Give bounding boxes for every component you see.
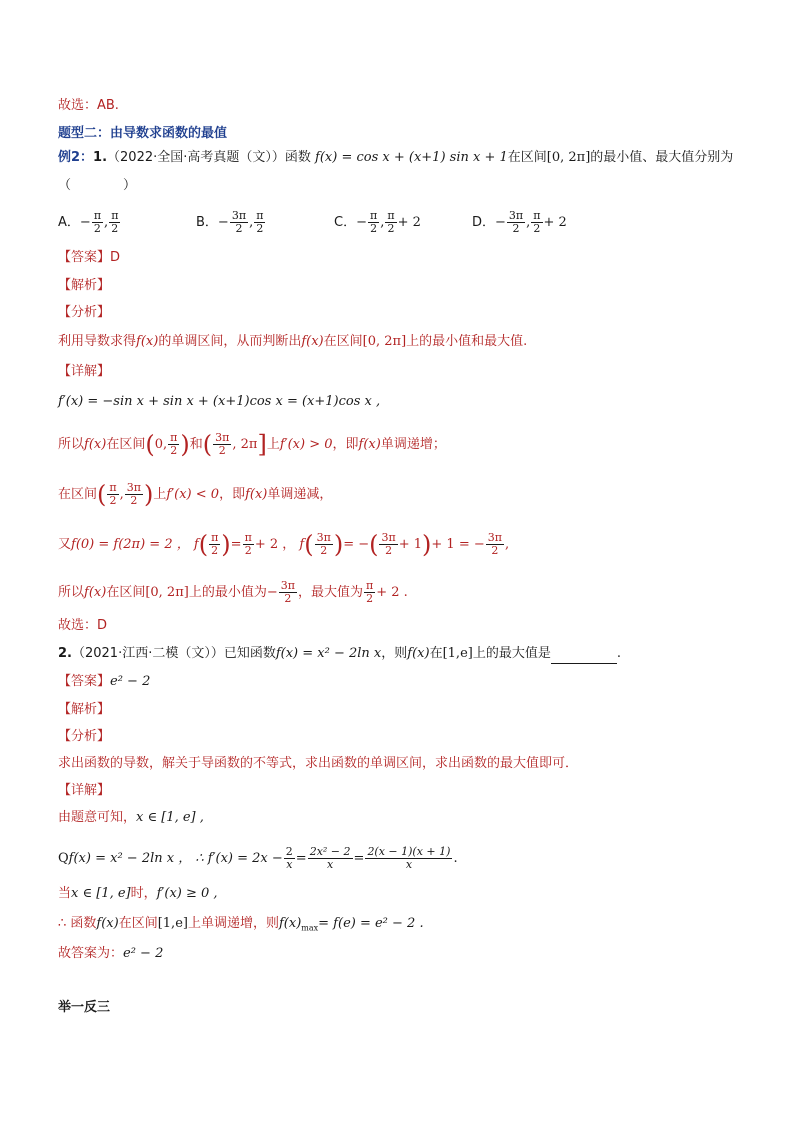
stem-text-a: 在区间 — [507, 150, 547, 165]
condition-line: 当x ∈ [1, e]时，f′(x) ≥ 0 , — [58, 886, 218, 901]
option-b: B．− $\frac{3\pi}{2}$ , $\frac{\pi}{2}$ — [196, 209, 264, 235]
derivative-line-2: Qf(x) = x² − 2ln x ， ∴ f′(x) = 2x − $\frac{2}{x}$ = $\frac{\text{2x² − 2}}{x}$ = $\frac{2(x - 1)(x + 1)}{x}$ . — [58, 845, 458, 871]
function-expression: f(x) = cos x + (x+1) sin x + 1 — [315, 150, 508, 165]
stem-text-b: 的最小值、最大值分别为 — [590, 150, 734, 165]
decreasing-line: 在区间( $\frac{\pi}{2}$ , $\frac{3\pi}{2}$ )上f′(x) < 0，即f(x)单调递减， — [58, 480, 333, 509]
option-d-letter: D． — [472, 215, 496, 230]
question-source: （2022·全国·高考真题（文））函数 — [107, 150, 311, 165]
option-c-letter: C． — [334, 215, 357, 230]
section-heading: 题型二：由导数求函数的最值 — [58, 126, 228, 141]
answer-blank — [551, 649, 617, 664]
derivative-line: f′(x) = −sin x + sin x + (x+1)cos x = (x+1)cos x , — [58, 394, 381, 409]
fenxi-text-1: 利用导数求得f(x)的单调区间，从而判断出f(x)在区间[0, 2π]上的最小值和最大值. — [58, 334, 528, 349]
practice-heading: 举一反三 — [58, 1000, 111, 1015]
answer-2: 【答案】e² − 2 — [58, 674, 151, 689]
answer-1 — [58, 248, 120, 268]
interval: [0, 2π] — [546, 150, 591, 165]
analysis-label-1: 【解析】 — [58, 278, 111, 293]
conclusion-line: ∴ 函数f(x)在区间[1,e]上单调递增，则$f(x)_{max}= f(e) = e^2 - 2$ . — [58, 916, 424, 933]
final-answer-line: 故答案为：e² − 2 — [58, 946, 164, 961]
option-c: C．− $\frac{\pi}{2}$ , $\frac{\pi}{2}$ + 2 — [334, 209, 421, 235]
answer-paren: （ ） — [58, 178, 137, 193]
answer-choice-ab: 故选：AB. — [58, 98, 119, 113]
domain-line: 由题意可知，x ∈ [1, e] , — [58, 810, 204, 825]
fenxi-label-2: 【分析】 — [58, 729, 111, 744]
option-a-letter: A． — [58, 215, 80, 230]
fenxi-label-1: 【分析】 — [58, 305, 111, 320]
values-line: 又f(0) = f(2π) = 2 ， f( $\frac{\pi}{2}$ )= $\frac{\pi}{2}$ + 2 ， f( $\frac{3\pi}{2}$ )= −( $\frac{3\pi}{2}$ + 1)+ 1 = − $\frac{3\pi}{2}$ , — [58, 530, 510, 559]
question-number: 1. — [93, 150, 108, 165]
fenxi-text-2: 求出函数的导数，解关于导函数的不等式，求出函数的单调区间，求出函数的最大值即可． — [58, 756, 579, 771]
answer-choice-d: 故选：D — [58, 618, 108, 633]
answer-value: D — [110, 250, 121, 265]
option-b-letter: B． — [196, 215, 218, 230]
option-a: A．− $\frac{\pi}{2}$ , $\frac{\pi}{2}$ — [58, 209, 119, 235]
question-1-stem — [58, 148, 733, 168]
increasing-line: 所以f(x)在区间(0, $\frac{\pi}{2}$ )和( $\frac{3\pi}{2}$ , 2π]上f′(x) > 0，即f(x)单调递增； — [58, 430, 446, 459]
example-label: 例2： — [58, 150, 94, 165]
option-d: D．− $\frac{3\pi}{2}$ , $\frac{\pi}{2}$ + 2 — [472, 209, 567, 235]
min-max-line: 所以f(x)在区间[0, 2π]上的最小值为− $\frac{3\pi}{2}$ ，最大值为 $\frac{\pi}{2}$ + 2 . — [58, 579, 408, 605]
detail-label-2: 【详解】 — [58, 783, 111, 798]
question-2-stem: 2.（2021·江西·二模（文））已知函数f(x) = x² − 2ln x，则f(x)在[1,e]上的最大值是 . — [58, 644, 621, 664]
answer-label: 【答案】 — [58, 250, 111, 265]
analysis-label-2: 【解析】 — [58, 702, 111, 717]
detail-label-1: 【详解】 — [58, 364, 111, 379]
